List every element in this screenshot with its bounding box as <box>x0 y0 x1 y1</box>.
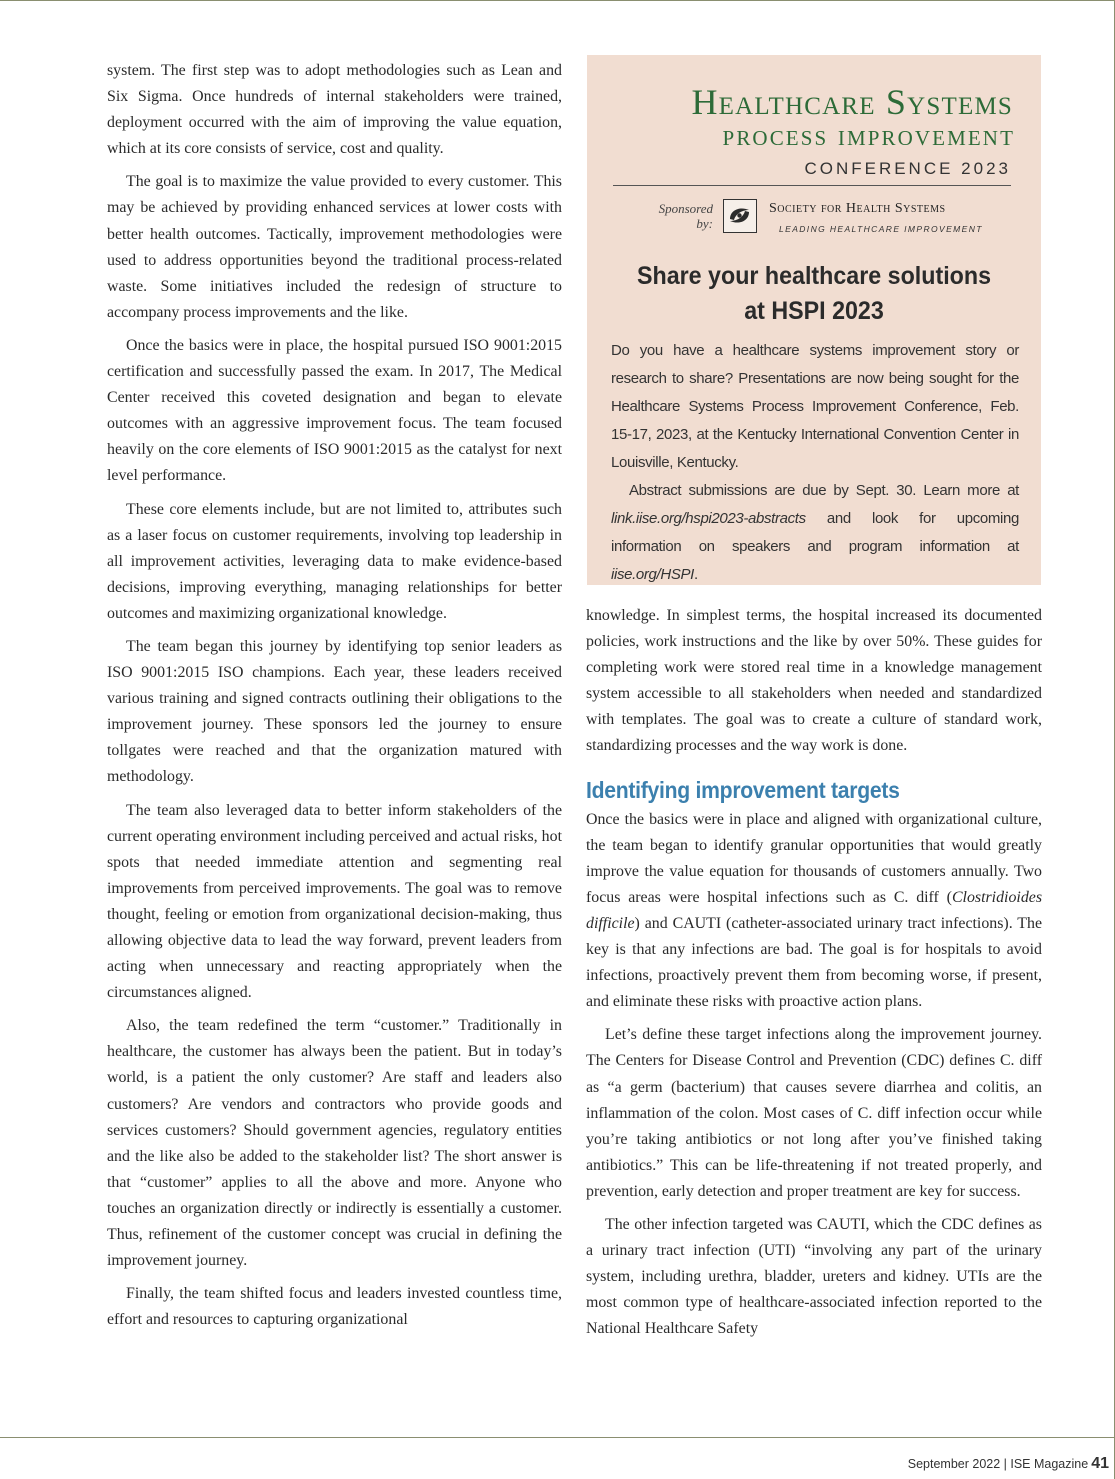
section-heading: Identifying improvement targets <box>586 776 900 803</box>
footer-text: September 2022 | ISE Magazine <box>907 1457 1089 1471</box>
abstracts-link[interactable]: link.iise.org/hspi2023-abstracts <box>611 510 806 527</box>
ad-title-line1: Healthcare Systems <box>691 82 1013 122</box>
body-paragraph <box>586 807 1042 1016</box>
body-paragraph: The other infection targeted was CAUTI, which the CDC defines as a urinary tract infection (UTI) “involving any part of the urinary system, including urethra, bladder, ureters and kidney. UTIs are the most common type of healthcare-associated infection reported to the National Healthcare Safety <box>586 1215 1042 1338</box>
body-paragraph: Once the basics were in place, the hospital pursued ISO 9001:2015 certification and successfully passed the exam. In 2017, The Medical Center received this coveted designation and began to elevate outcomes with an aggressive improvement focus. The team focused heavily on the core elements of ISO 9001:2015 as the catalyst for next level performance. <box>107 336 562 485</box>
text-run: Once the basics were in place and aligned with organizational culture, the team began to identify granular opportunities that would greatly improve the value equation for thousands of customers annually. Two focus areas were hospital infections such as C. diff ( <box>586 810 1042 906</box>
ad-body-paragraph <box>611 477 1019 589</box>
page-number: 41 <box>1091 1455 1109 1472</box>
left-column <box>107 58 562 1333</box>
text-run: ) and CAUTI (catheter-associated urinary tract infections). The key is that any infections are bad. The goal is for hospitals to avoid infections, proactively prevent them from becoming worse, if present, and eliminate these risks with proactive action plans. <box>586 914 1042 1011</box>
italic-term: Clostridioides difficile <box>586 888 1042 932</box>
body-paragraph: The goal is to maximize the value provided to every customer. This may be achieved by providing enhanced services at lower costs with better health outcomes. Tactically, improvement methodologies were used to address opportunities beyond the traditional process-related waste. Some initiatives included the redesign of structure to accompany process improvements and the like. <box>107 173 562 321</box>
body-paragraph: The team also leveraged data to better inform stakeholders of the current operating environment including perceived and actual risks, hot spots that needed immediate attention and segmenting real improvements from perceived improvements. The goal was to remove thought, feeling or emotion from organizational decision-making, thus allowing objective data to lead the way forward, prevent leaders from acting when unnecessary and reacting appropriately when the circumstances aligned. <box>107 801 562 1002</box>
conference-ad <box>587 55 1041 585</box>
body-paragraph: Let’s define these target infections along the improvement journey. The Centers for Disease Control and Prevention (CDC) defines C. diff as “a germ (bacterium) that causes severe diarrhea and colitis, an inflammation of the colon. Most cases of C. diff infection occur while you’re taking antibiotics or not long after you’ve finished taking antibiotics.” This can be life-threatening if not treated properly, and prevention, early detection and proper treatment are key for success. <box>586 1026 1042 1200</box>
sponsored-label: Sponsored <box>658 201 713 216</box>
page-footer <box>908 1455 1109 1473</box>
body-paragraph: system. The first step was to adopt methodologies such as Lean and Six Sigma. Once hundreds of internal stakeholders were trained, deployment occurred with the aim of improving the value equation, which at its core consists of service, cost and quality. <box>107 62 562 158</box>
society-tagline: LEADING HEALTHCARE IMPROVEMENT <box>779 224 983 234</box>
sponsored-by-label: by: <box>696 216 713 231</box>
body-paragraph: Finally, the team shifted focus and leaders invested countless time, effort and resources to capturing organizational <box>107 1285 562 1329</box>
society-name: Society for Health Systems <box>769 201 946 216</box>
ad-headline-line1: Share your healthcare solutions <box>636 262 992 290</box>
body-paragraph: The team began this journey by identifying top senior leaders as ISO 9001:2015 ISO champions. Each year, these leaders received various training and signed contracts outlining their obligations to the improvement journey. These sponsors led the journey to ensure tollgates were reached and that the organization matured with methodology. <box>107 637 562 786</box>
society-logo-icon <box>723 199 757 233</box>
footer-rule <box>0 1437 1114 1438</box>
right-column <box>586 603 1042 1342</box>
ad-body-paragraph: Do you have a healthcare systems improvement story or research to share? Presentations are now being sought for the Healthcare Systems Process Improvement Conference, Feb. 15-17, 2023, at the Kentucky International Convention Center in Louisville, Kentucky. <box>611 342 1019 471</box>
ad-body <box>611 337 1019 589</box>
ad-headline-line2: at HSPI 2023 <box>744 297 884 325</box>
ad-conference-label: CONFERENCE 2023 <box>804 159 1011 178</box>
body-paragraph: These core elements include, but are not limited to, attributes such as a laser focus on customer requirements, involving top leadership in all improvement activities, leveraging data to make evidence-based decisions, improving everything, managing relationships for better outcomes and maximizing organizational knowledge. <box>107 500 562 622</box>
body-paragraph: knowledge. In simplest terms, the hospital increased its documented policies, work instructions and the like by over 50%. These guides for completing work were stored real time in a knowledge management system accessible to all stakeholders when needed and standardized with templates. The goal was to create a culture of standard work, standardizing processes and the way work is done. <box>586 607 1042 755</box>
ad-divider <box>613 185 1011 186</box>
hspi-link[interactable]: iise.org/HSPI <box>611 566 694 583</box>
ad-sponsored-by <box>647 201 713 231</box>
ad-text: . <box>693 566 698 583</box>
body-paragraph: Also, the team redefined the term “customer.” Traditionally in healthcare, the customer has always been the patient. But in today’s world, is a patient the only customer? Are staff and leaders also customers? Are vendors and contractors who provide goods and services customers? Should government agencies, regulatory entities and the like also be added to the stakeholder list? The short answer is that “customer” applies to all the above and more. Anyone who touches an organization directly or indirectly is essentially a customer. Thus, refinement of the customer concept was crucial in defining the improvement journey. <box>107 1017 562 1270</box>
ad-title-line2: process improvement <box>722 119 1015 152</box>
ad-headline <box>603 259 1025 329</box>
ad-text: Abstract submissions are due by Sept. 30. Learn more at <box>629 482 1019 499</box>
ad-text: and look for upcoming information on speakers and program information at <box>611 510 1019 555</box>
